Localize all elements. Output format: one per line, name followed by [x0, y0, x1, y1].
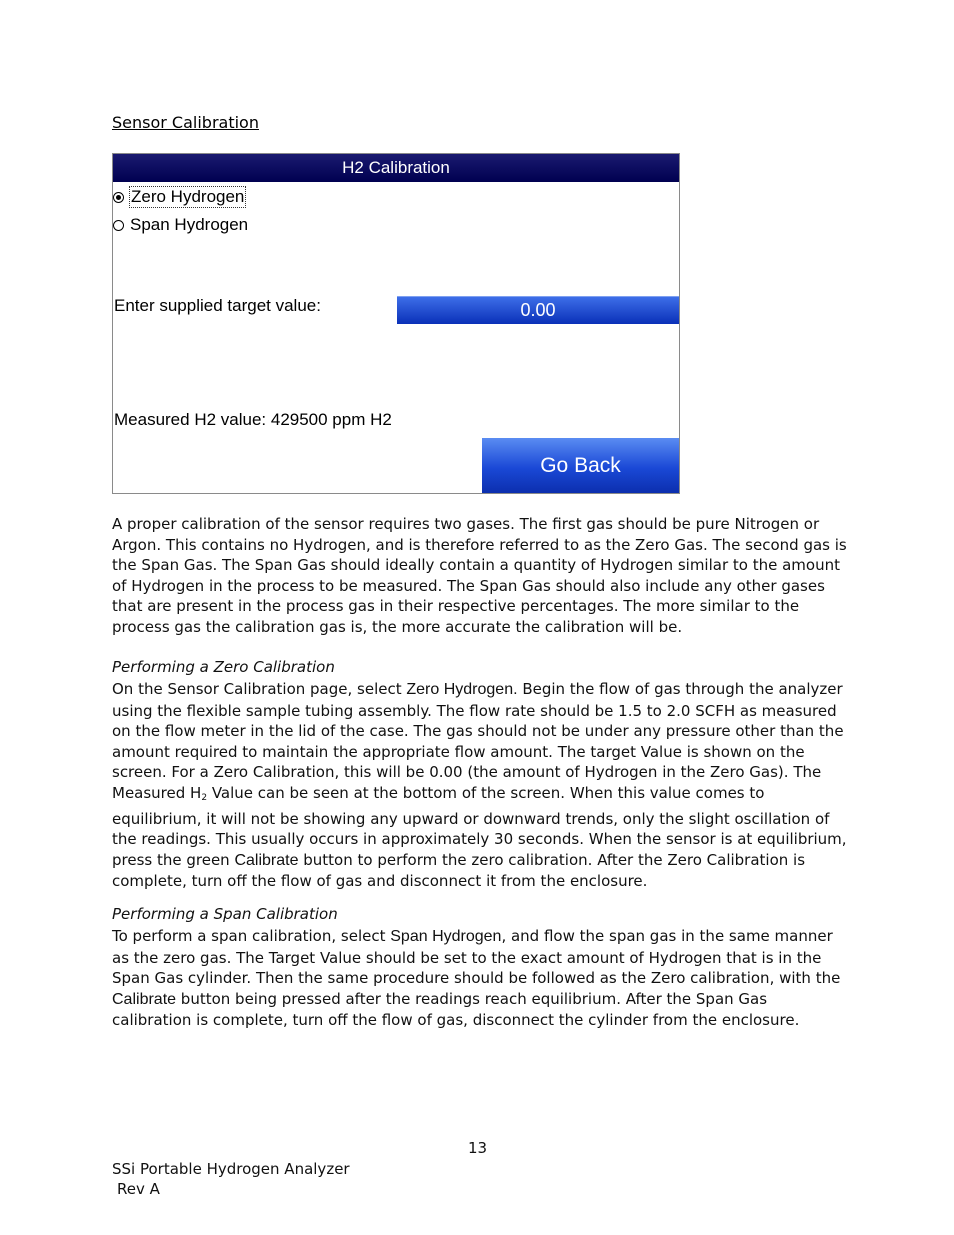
page-number: 13 — [468, 1139, 488, 1157]
zero-calibration-paragraph — [112, 679, 847, 892]
zero-hydrogen-option[interactable] — [113, 185, 245, 209]
text-run: button to perform the zero calibration. After the Zero Calibration is complete, turn off the flow of gas and disconnect it from the enclosure. — [112, 850, 806, 891]
measured-value-readout: Measured H2 value: 429500 ppm H2 — [114, 410, 392, 429]
go-back-button[interactable]: Go Back — [482, 438, 679, 493]
footer-document-title: SSi Portable Hydrogen Analyzer — [112, 1160, 350, 1178]
h2-calibration-screenshot — [112, 153, 680, 494]
span-hydrogen-option[interactable] — [113, 213, 248, 237]
target-value-label: Enter supplied target value: — [114, 296, 321, 315]
span-calibration-heading: Performing a Span Calibration — [112, 905, 338, 923]
calibrate-keyword: Calibrate — [234, 851, 299, 869]
radio-selected-icon[interactable] — [113, 192, 124, 203]
span-hydrogen-keyword: Span Hydrogen — [390, 928, 502, 945]
span-hydrogen-label: Span Hydrogen — [130, 215, 249, 234]
window-title: H2 Calibration — [113, 154, 679, 182]
radio-unselected-icon[interactable] — [113, 220, 124, 231]
zero-calibration-heading: Performing a Zero Calibration — [112, 658, 335, 676]
target-value-input[interactable]: 0.00 — [397, 296, 679, 324]
text-run: Begin the flow of gas through the analyzer using the flexible sample tubing assembly. The flow rate should be 1.5 to 2.0 SCFH as measured on the flow meter in the lid of the case. The gas should not be under any pressure other than the amount required to maintain the appropriate flow amount. The target Value is shown on the screen. For a Zero Calibration, this will be 0.00 (the amount of Hydrogen in the Zero Gas). The Measured H — [112, 680, 844, 802]
text-run: Value can be seen at the bottom of the screen. When this value comes to equilibrium, it will not be showing any upward or downward trends, only the slight oscillation of the readings. This usually occurs in approximately 30 seconds. When the sensor is at equilibrium, press the green — [112, 783, 847, 869]
zero-hydrogen-label: Zero Hydrogen — [131, 187, 245, 206]
text-run: To perform a span calibration, select — [112, 927, 391, 945]
footer-revision: Rev A — [117, 1180, 160, 1198]
span-calibration-paragraph — [112, 926, 847, 1031]
text-run: , and flow the span gas in the same manner as the zero gas. The Target Value should be set to the exact amount of Hydrogen that is in the Span Gas cylinder. Then the same procedure should be followed as the Zero calibration, with the — [112, 927, 841, 988]
subscript-2: 2 — [201, 792, 208, 803]
text-run: button being pressed after the readings reach equilibrium. After the Span Gas calibration is complete, turn off the flow of gas, disconnect the cylinder from the enclosure. — [112, 989, 800, 1030]
text-run: On the Sensor Calibration page, select — [112, 680, 407, 698]
calibrate-keyword: Calibrate — [112, 990, 177, 1008]
zero-hydrogen-keyword: Zero Hydrogen. — [406, 681, 518, 698]
section-heading: Sensor Calibration — [112, 113, 259, 132]
intro-paragraph: A proper calibration of the sensor requires two gases. The first gas should be pure Nitrogen or Argon. This contains no Hydrogen, and is therefore referred to as the Zero Gas. The second gas is the Span Gas. The Span Gas should ideally contain a quantity of Hydrogen similar to the amount of Hydrogen in the process to be measured. The Span Gas should also include any other gases that are present in the process gas in their respective percentages. The more similar to the process gas the calibration gas is, the more accurate the calibration will be. — [112, 515, 847, 636]
